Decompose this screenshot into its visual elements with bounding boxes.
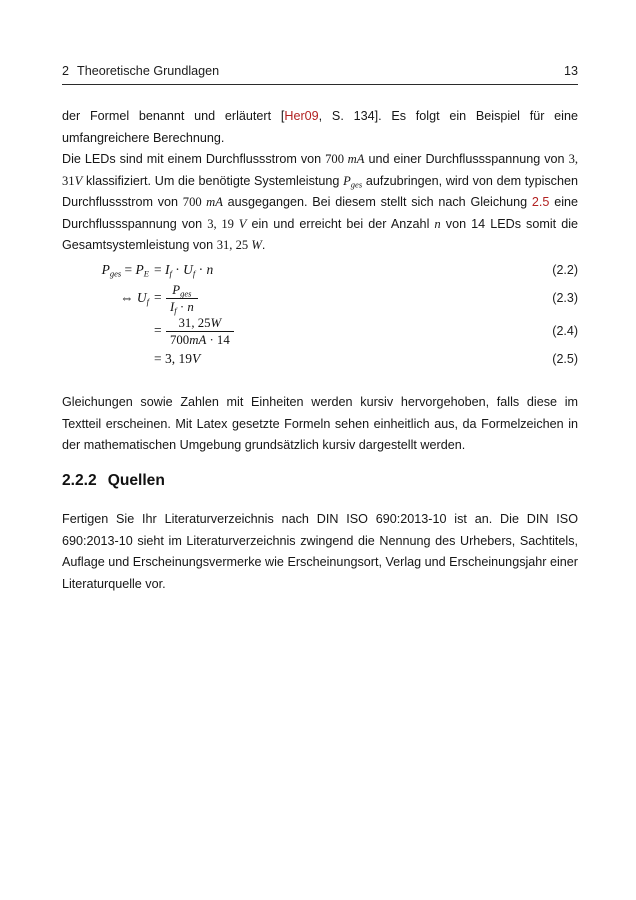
text-run: eine Durchflussspannung von [62, 195, 579, 231]
math-run: W [210, 315, 222, 330]
section-number: 2.2.2 [62, 472, 97, 489]
text-run: Fertigen Sie Ihr Literaturverzeichnis nach DIN ISO 690:2013-10 ist an. Die DIN ISO 690:2013-10 sieht im Literaturverzeichnis zwingend die Nennung des Urhebers, Sachtitels, Auflage und Erscheinungsvermerke wie Erscheinungsort, Verlag und Erscheinungsjahr einer Literaturquelle vor. [62, 512, 578, 591]
text-run: . [261, 238, 266, 253]
math-run: 31, 25 [216, 238, 249, 253]
math-subscript: f [169, 268, 172, 279]
math-subscript: f [146, 296, 149, 307]
math-subscript: ges [350, 179, 363, 190]
math-run: $P_{ges}$ [101, 262, 122, 279]
equation-lhs [62, 262, 149, 278]
text-run: ausgegangen. Bei diesem stellt sich nach Gleichung [222, 195, 532, 210]
math-run: 700 [182, 195, 202, 210]
paragraph-equations-note [62, 392, 578, 457]
math-run: mA [344, 152, 365, 166]
math-run: $I_f$ [165, 262, 172, 279]
text-run: klassifiziert. Um die benötigte Systemleistung [82, 173, 344, 188]
math-run: n [187, 299, 194, 314]
math-run: · [176, 299, 188, 314]
math-run: $I_f$ [170, 299, 177, 315]
running-header [62, 64, 578, 78]
section-title: Quellen [107, 472, 165, 489]
equation-rhs [149, 316, 235, 347]
math-run: $P_{ges}$ [172, 282, 192, 298]
math-run: = [154, 351, 165, 366]
equation-lhs [62, 290, 149, 306]
equation-ref-link-2-5[interactable]: 2.5 [531, 195, 550, 210]
math-run: · [171, 262, 184, 277]
equation-rhs [149, 351, 235, 367]
paragraph-quellen [62, 509, 578, 595]
paragraph-led-calculation [62, 149, 578, 257]
header-rule [62, 84, 578, 85]
math-run: $P_{ges}$ [343, 173, 363, 190]
paragraph-citation-intro [62, 106, 578, 149]
text-run: Gleichungen sowie Zahlen mit Einheiten werden kursiv hervorgehoben, falls diese im Textteil erscheinen. Mit Latex gesetzte Formeln sehen einheitlich aus, da Formelzeichen in der mathematischen Umgebung grundsätzlich kursiv dargestellt werden. [62, 395, 578, 453]
fraction [166, 316, 234, 347]
text-run: , S. 134]. Es folgt ein Beispiel für eine umfangreichere Berechnung. [62, 109, 578, 145]
equation-block [62, 259, 578, 371]
math-run: = [121, 262, 136, 277]
math-run: V [74, 173, 83, 188]
math-run: V [233, 216, 247, 231]
header-chapter [62, 64, 219, 78]
math-subscript: ges [180, 288, 192, 298]
equation-number: (2.4) [552, 324, 578, 338]
math-run: n [206, 262, 214, 277]
text-run: ein und erreicht bei der Anzahl [246, 216, 435, 231]
text-run: der Formel benannt und erläutert [ [62, 109, 285, 123]
math-run: · [195, 262, 207, 277]
math-run: 3, 19 [207, 216, 234, 231]
equation-rhs [149, 262, 235, 278]
citation-link-her09[interactable]: Her09 [284, 109, 319, 123]
math-run: 700 [170, 332, 190, 347]
page-number: 13 [563, 64, 578, 78]
math-run: 31, 25 [178, 315, 211, 330]
math-run: 3, 31 [62, 152, 579, 188]
chapter-number: 2 [62, 64, 70, 78]
math-run: ⇔ [120, 290, 137, 305]
math-subscript: E [143, 268, 149, 279]
math-subscript: f [192, 268, 196, 279]
equation-number: (2.5) [552, 352, 578, 366]
math-run: = [154, 289, 165, 305]
text-run: Die LEDs sind mit einem Durchflussstrom von [62, 152, 326, 166]
fraction [166, 283, 198, 314]
math-run: n [434, 216, 441, 231]
math-run: $U_f$ [183, 262, 196, 279]
math-run: · 14 [206, 332, 230, 347]
equation-number: (2.3) [552, 291, 578, 305]
text-run: aufzubringen, wird von dem typischen Durchflussstrom von [62, 173, 578, 210]
math-run: $P_E$ [135, 262, 149, 279]
text-run: von 14 LEDs somit die Gesamtsystemleistung von [62, 216, 579, 253]
math-subscript: f [174, 305, 177, 315]
math-run: $U_f$ [136, 290, 149, 307]
equation-number: (2.2) [552, 263, 578, 277]
math-run: mA [189, 332, 207, 347]
math-run: 700 [325, 152, 345, 166]
math-run: 3, 19 [165, 351, 192, 366]
math-run: = [154, 322, 165, 338]
math-run: W [248, 238, 262, 253]
math-run: V [192, 351, 201, 366]
equation-rhs [146, 282, 235, 315]
chapter-title: Theoretische Grundlagen [77, 64, 220, 78]
math-subscript: ges [109, 268, 122, 279]
section-heading [62, 472, 578, 490]
math-run: = [154, 262, 165, 277]
text-run: und einer Durchflussspannung von [364, 152, 569, 166]
math-run: mA [201, 195, 223, 210]
